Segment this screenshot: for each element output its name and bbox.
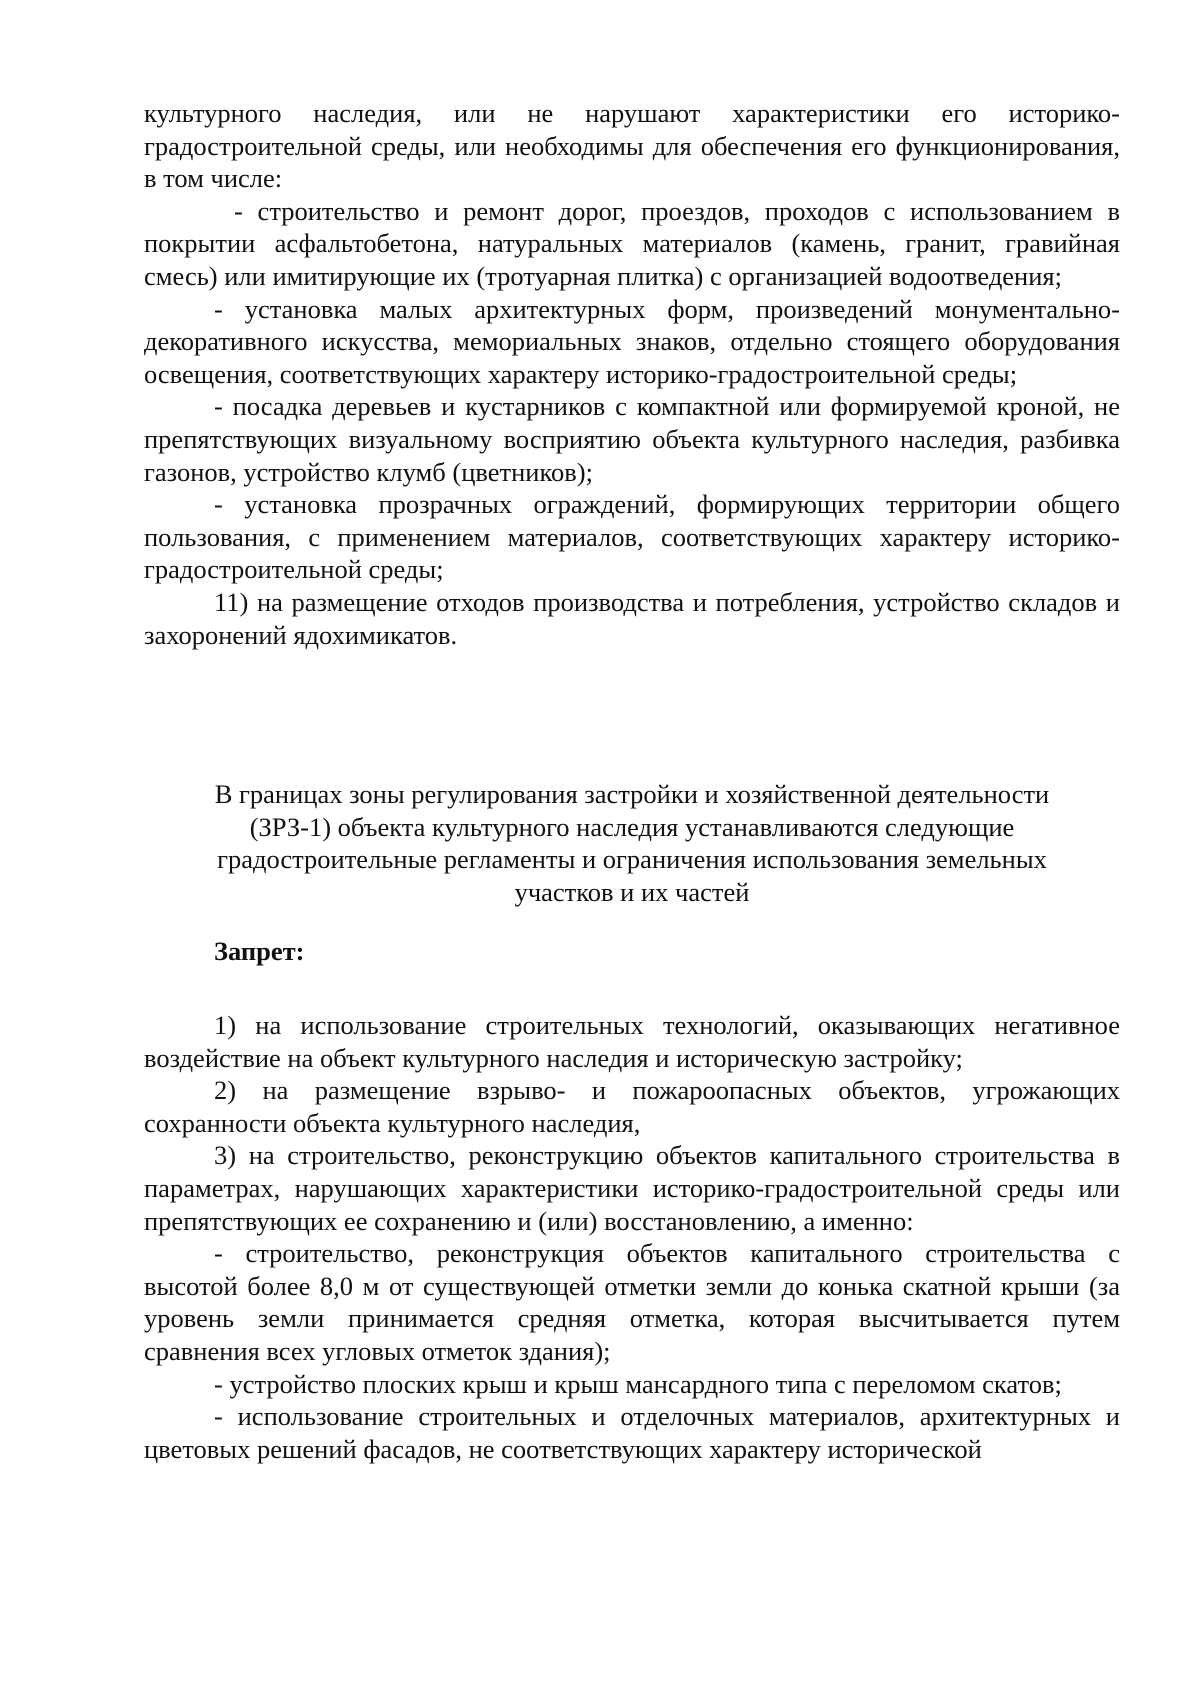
top-text-block: [144, 97, 1120, 651]
heading-line: (ЗРЗ-1) объекта культурного наследия устанавливаются следующие: [249, 811, 1015, 842]
paragraph-small-forms: - установка малых архитектурных форм, произведений монументально-декоративного искусства, мемориальных знаков, отдельно стоящего оборудования освещения, соответствующих характеру историко-градостроительной среды;: [144, 293, 1120, 389]
paragraph-item-3: 3) на строительство, реконструкцию объектов капитального строительства в параметрах, нарушающих характеристики историко-градостроительной среды или препятствующих ее сохранению и (или) восстановлению, а именно:: [144, 1140, 1120, 1236]
paragraph-flat-roofs: - устройство плоских крыш и крыш мансардного типа с переломом скатов;: [214, 1368, 1062, 1399]
paragraph-item-11: 11) на размещение отходов производства и потребления, устройство складов и захоронений ядохимикатов.: [144, 586, 1120, 650]
section-heading: [144, 778, 1120, 908]
heading-line: участков и их частей: [514, 876, 750, 907]
heading-line: градостроительные регламенты и ограничения использования земельных: [217, 844, 1047, 875]
paragraph-continuation: культурного наследия, или не нарушают характеристики его историко-градостроительной среды, или необходимы для обеспечения его функционирования, в том числе:: [144, 98, 1120, 194]
paragraph-materials: - использование строительных и отделочных материалов, архитектурных и цветовых решений фасадов, не соответствующих характеру исторической: [144, 1401, 1120, 1464]
paragraph-item-1: 1) на использование строительных технологий, оказывающих негативное воздействие на объект культурного наследия и историческую застройку;: [144, 1010, 1120, 1073]
paragraph-height-limit: - строительство, реконструкция объектов капитального строительства с высотой более 8,0 м от существующей отметки земли до конька скатной крыши (за уровень земли принимается средняя отметка, которая высчитывается путем сравнения всех угловых отметок здания);: [144, 1238, 1120, 1366]
paragraph-item-2: 2) на размещение взрыво- и пожароопасных объектов, угрожающих сохранности объекта культурного наследия,: [144, 1075, 1120, 1138]
paragraph-roads: - строительство и ремонт дорог, проездов, проходов с использованием в покрытии асфальтобетона, натуральных материалов (камень, гранит, гравийная смесь) или имитирующие их (тротуарная плитка) с организацией водоотведения;: [144, 195, 1120, 291]
heading-line: В границах зоны регулирования застройки и хозяйственной деятельности: [214, 779, 1050, 809]
paragraph-fences: - установка прозрачных ограждений, формирующих территории общего пользования, с применением материалов, соответствующих характеру историко-градостроительной среды;: [144, 489, 1120, 585]
ban-label: Запрет:: [214, 936, 305, 966]
bottom-text-block: [144, 1009, 1120, 1465]
paragraph-trees: - посадка деревьев и кустарников с компактной или формируемой кроной, не препятствующих визуальному восприятию объекта культурного наследия, разбивка газонов, устройство клумб (цветников);: [144, 391, 1120, 487]
